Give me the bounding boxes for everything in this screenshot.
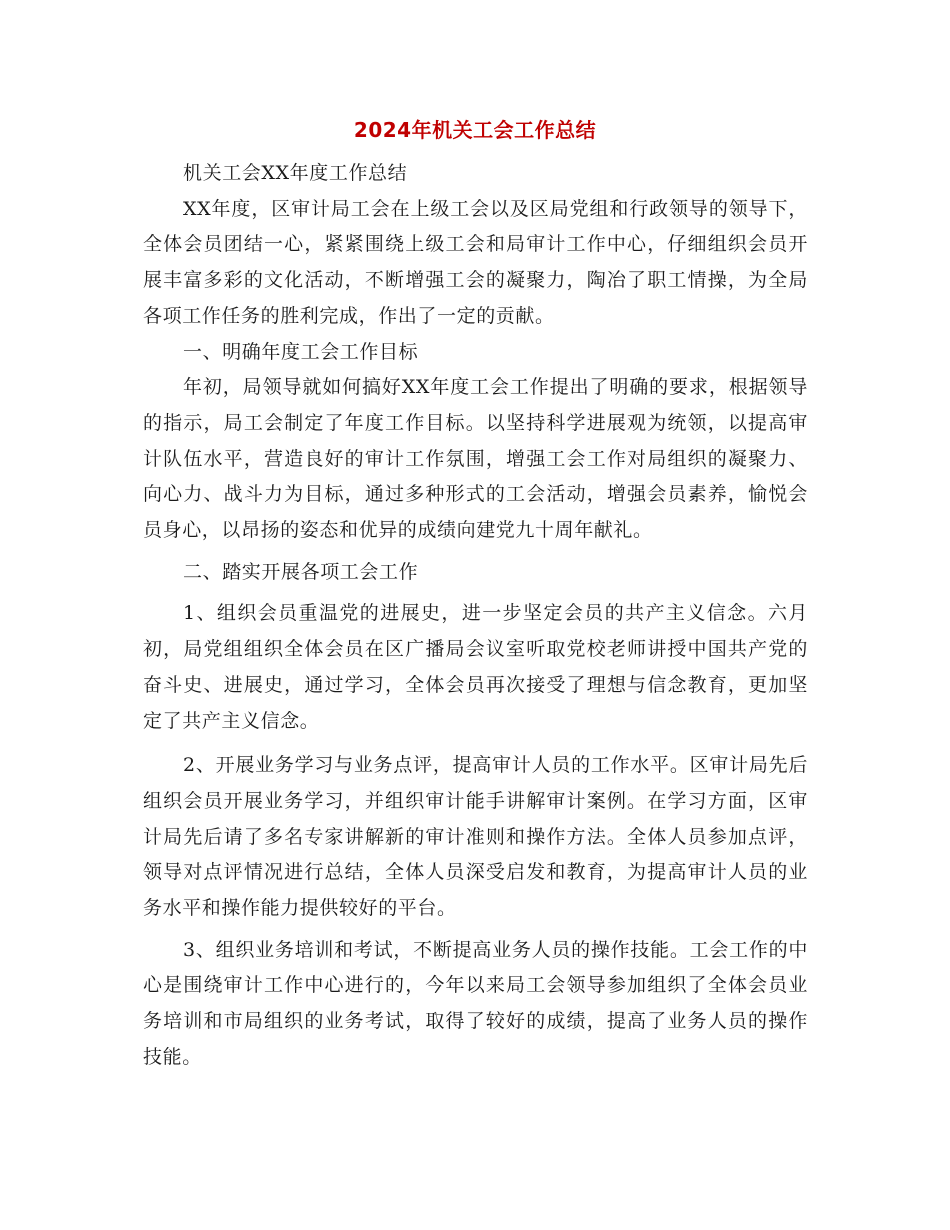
section-heading-2: 二、踏实开展各项工会工作 [183,560,419,583]
document-title: 2024年机关工会工作总结 [353,118,597,142]
paragraph-goals: 年初，局领导就如何搞好XX年度工会工作提出了明确的要求，根据领导的指示，局工会制定了年度工作目标。以坚持科学进展观为统领，以提高审计队伍水平，营造良好的审计工作氛围，增强工会工作对局组织的凝聚力、向心力、战斗力为目标，通过多种形式的工会活动，增强会员素养，愉悦会员身心，以昂扬的姿态和优异的成绩向建党九十周年献礼。 [143,376,808,542]
document-body [143,156,808,1076]
paragraph-subtitle: 机关工会XX年度工作总结 [183,162,408,184]
paragraph-intro: XX年度，区审计局工会在上级工会以及区局党组和行政领导的领导下，全体会员团结一心，紧紧围绕上级工会和局审计工作中心，仔细组织会员开展丰富多彩的文化活动，不断增强工会的凝聚力，陶冶了职工情操，为全局各项工作任务的胜利完成，作出了一定的贡献。 [143,197,808,327]
section-heading-1: 一、明确年度工会工作目标 [183,340,419,363]
paragraph-item-1: 1、组织会员重温党的进展史，进一步坚定会员的共产主义信念。六月初，局党组组织全体会员在区广播局会议室听取党校老师讲授中国共产党的奋斗史、进展史，通过学习，全体会员再次接受了理想与信念教育，更加坚定了共产主义信念。 [143,602,808,732]
paragraph-item-3: 3、组织业务培训和考试，不断提高业务人员的操作技能。工会工作的中心是围绕审计工作中心进行的，今年以来局工会领导参加组织了全体会员业务培训和市局组织的业务考试，取得了较好的成绩，提高了业务人员的操作技能。 [143,938,808,1068]
paragraph-item-2: 2、开展业务学习与业务点评，提高审计人员的工作水平。区审计局先后组织会员开展业务学习，并组织审计能手讲解审计案例。在学习方面，区审计局先后请了多名专家讲解新的审计准则和操作方法。全体人员参加点评，领导对点评情况进行总结，全体人员深受启发和教育，为提高审计人员的业务水平和操作能力提供较好的平台。 [143,754,808,920]
